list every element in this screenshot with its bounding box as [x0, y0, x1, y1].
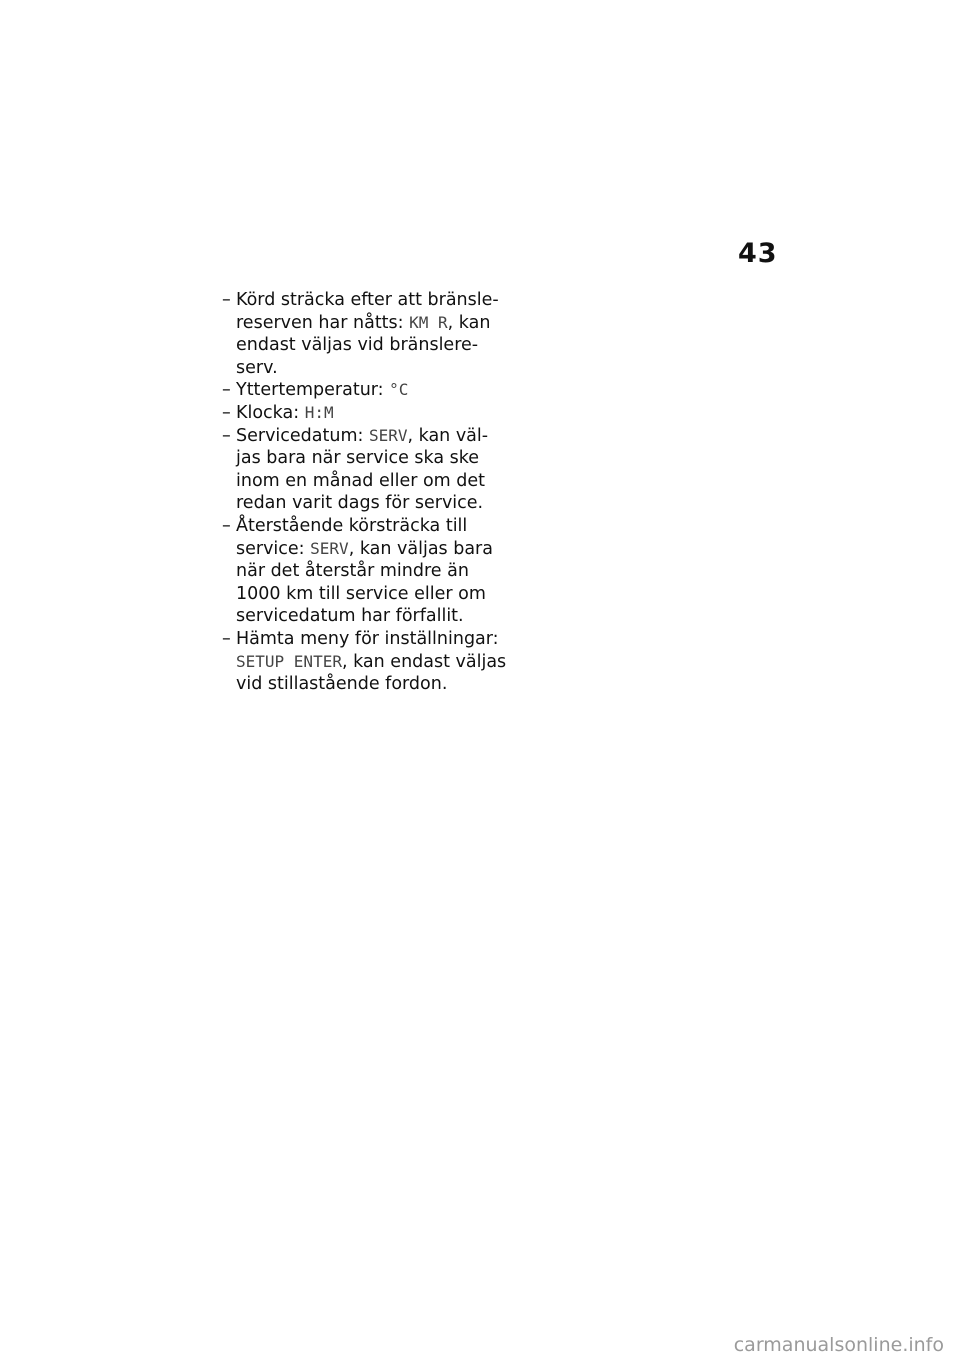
item-text: Återstående körsträcka till service:: [236, 515, 468, 559]
item-text: Yttertemperatur:: [236, 380, 390, 401]
item-text: Körd sträcka efter att bränsle-reserven har nåtts:: [236, 290, 499, 333]
list-dash: –: [222, 402, 231, 423]
display-options-list: [222, 289, 512, 696]
display-code: KM R: [409, 312, 448, 332]
display-code: SERV: [368, 425, 408, 445]
item-text-continued: , kan endast väljas vid stillastående fordon.: [236, 651, 507, 695]
display-code: SERV: [310, 538, 349, 558]
display-code: SETUP ENTER: [236, 651, 342, 671]
item-text: Servicedatum:: [236, 425, 369, 446]
list-item-fuel-reserve-distance: [222, 289, 512, 379]
item-text-continued: , kan väljas bara när det återstår mindre än 1000 km till service eller om servicedatum har förfallit.: [236, 538, 493, 627]
list-item-settings-menu: [222, 628, 512, 696]
list-dash: –: [222, 628, 231, 649]
page-number: 43: [738, 238, 778, 269]
item-text-continued: , kan endast väljas vid bränslere-serv.: [236, 312, 491, 378]
list-item-service-date: [222, 425, 512, 515]
watermark-footer: carmanualsonline.info: [733, 1334, 944, 1356]
item-text: Klocka:: [236, 402, 305, 423]
list-dash: –: [222, 515, 231, 536]
list-item-clock: [222, 402, 512, 425]
item-text: Hämta meny för inställningar:: [236, 628, 499, 649]
list-item-outside-temperature: [222, 379, 512, 402]
list-dash: –: [222, 380, 231, 401]
list-item-remaining-service-distance: [222, 515, 512, 628]
list-dash: –: [222, 425, 231, 446]
list-dash: –: [222, 290, 231, 310]
display-code: H:M: [304, 402, 334, 422]
item-text-continued: , kan väl-jas bara när service ska ske inom en månad eller om det redan varit dags för service.: [236, 425, 489, 514]
display-code: °C: [389, 380, 409, 400]
